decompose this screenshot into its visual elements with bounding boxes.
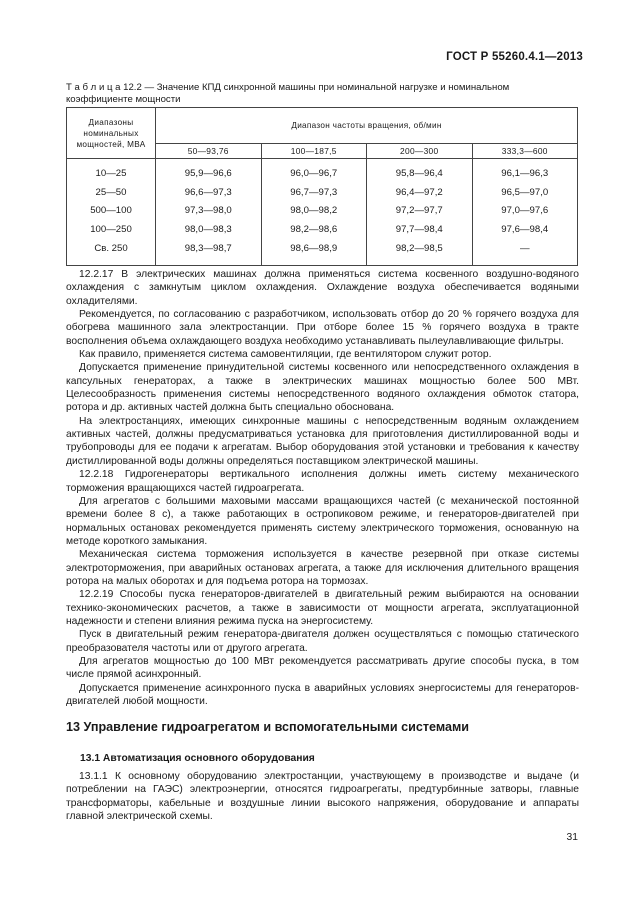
efficiency-cell: 98,2—98,5 xyxy=(367,239,473,266)
efficiency-cell: 97,2—97,7 xyxy=(367,202,473,221)
table-row xyxy=(67,159,578,184)
efficiency-cell: 96,0—96,7 xyxy=(261,159,367,184)
table-row xyxy=(67,202,578,221)
paragraph: Допускается применение асинхронного пуска в аварийных условиях энергосистемы для генераторов-двигателей любой мощности. xyxy=(66,682,579,707)
efficiency-cell: 97,7—98,4 xyxy=(367,220,473,239)
speed-range-header: 50—93,76 xyxy=(156,144,262,159)
paragraph: Для агрегатов мощностью до 100 МВт рекомендуется рассматривать другие способы пуска, в том числе прямой асинхронный. xyxy=(66,655,579,681)
efficiency-cell: 98,0—98,2 xyxy=(261,202,367,221)
page-number: 31 xyxy=(566,832,578,843)
paragraph: 13.1.1 К основному оборудованию электростанции, участвующему в производстве и выдаче (и потреблении на ГАЭС) электроэнергии, относятся гидроагрегаты, предтурбинные затворы, главные трансформаторы, кабельные и воздушные линии высокого напряжения, оборудование и аппараты главной электрической схемы. xyxy=(66,771,579,823)
efficiency-cell: 96,4—97,2 xyxy=(367,183,473,202)
efficiency-cell: 96,1—96,3 xyxy=(472,159,578,184)
power-range-cell: 100—250 xyxy=(67,220,156,239)
efficiency-cell: 98,3—98,7 xyxy=(156,239,262,266)
speed-range-header: 100—187,5 xyxy=(261,144,367,159)
table-caption: Т а б л и ц а 12.2 — Значение КПД синхронной машины при номинальной нагрузке и номинальном коэффициенте мощности xyxy=(66,82,510,105)
column-header-power-range: Диапазоны номинальных мощностей, МВА xyxy=(67,108,156,159)
power-range-cell: 500—100 xyxy=(67,202,156,221)
efficiency-cell: 95,9—96,6 xyxy=(156,159,262,184)
speed-range-header: 200—300 xyxy=(367,144,473,159)
efficiency-cell: 96,6—97,3 xyxy=(156,183,262,202)
paragraph: Как правило, применяется система самовентиляции, где вентилятором служит ротор. xyxy=(79,349,492,361)
efficiency-cell: — xyxy=(472,239,578,266)
paragraph: 12.2.18 Гидрогенераторы вертикального исполнения должны иметь систему механического торможения вращающихся частей гидроагрегата. xyxy=(66,469,579,494)
efficiency-cell: 98,6—98,9 xyxy=(261,239,367,266)
section-title: 13 Управление гидроагрегатом и вспомогательными системами xyxy=(66,720,470,734)
column-header-speed-range: Диапазон частоты вращения, об/мин xyxy=(156,108,578,144)
speed-range-header: 333,3—600 xyxy=(472,144,578,159)
efficiency-cell: 95,8—96,4 xyxy=(367,159,473,184)
paragraph: 12.2.17 В электрических машинах должна применяться система косвенного воздушно-водяного охлаждения с замкнутым циклом охлаждения. Охлаждение воздуха обеспечивается водяными охладителями. xyxy=(66,269,579,307)
paragraph: Допускается применение принудительной системы косвенного или непосредственного охлаждения в капсульных генераторах, а также в электрических машинах мощностью более 500 МВт. Целесообразность применения системы непосредственного водяного охлаждения обмоток статора, ротора и др. активных частей должна быть специально обоснована. xyxy=(66,362,579,414)
efficiency-cell: 96,5—97,0 xyxy=(472,183,578,202)
power-range-cell: 10—25 xyxy=(67,159,156,184)
efficiency-cell: 97,0—97,6 xyxy=(472,202,578,221)
body-text xyxy=(66,268,579,708)
table-row xyxy=(67,239,578,266)
paragraph: Механическая система торможения используется в качестве резервной при отказе системы электроторможения, при аварийных остановах агрегата, а также для исключения длительного вращения ротора на малых оборотах и для подъема ротора на тормозах. xyxy=(66,549,579,587)
paragraph: Рекомендуется, по согласованию с разработчиком, использовать отбор до 20 % горячего воздуха для обогрева машинного зала электростанции. При отборе более 15 % горячего воздуха в тракте восполнения объема охлаждающего воздуха необходимо устанавливать пылеулавливающие фильтры. xyxy=(66,309,579,347)
efficiency-cell: 98,0—98,3 xyxy=(156,220,262,239)
paragraph: На электростанциях, имеющих синхронные машины с непосредственным водяным охлаждением активных частей, должны предусматриваться установка для приготовления дистиллированной воды и трубопроводы для ее подачи к агрегатам. Выбор оборудования этой установки и требования к качеству дистиллированной воды должны определяться поставщиком электрической машины. xyxy=(66,415,579,467)
power-range-cell: 25—50 xyxy=(67,183,156,202)
efficiency-cell: 97,6—98,4 xyxy=(472,220,578,239)
efficiency-table xyxy=(66,107,578,266)
paragraph: 12.2.19 Способы пуска генераторов-двигателей в двигательный режим выбираются на основании технико-экономических расчетов, а также в зависимости от мощности агрегата, эксплуатационной надежности и степени влияния режима пуска на энергосистему. xyxy=(66,589,579,627)
power-range-cell: Св. 250 xyxy=(67,239,156,266)
paragraph: Пуск в двигательный режим генератора-двигателя должен осуществляться с помощью статического преобразователя частоты или от другого агрегата. xyxy=(66,629,579,654)
efficiency-cell: 97,3—98,0 xyxy=(156,202,262,221)
efficiency-cell: 96,7—97,3 xyxy=(261,183,367,202)
efficiency-cell: 98,2—98,6 xyxy=(261,220,367,239)
table-row xyxy=(67,183,578,202)
document-id: ГОСТ Р 55260.4.1—2013 xyxy=(446,51,583,63)
table-row xyxy=(67,220,578,239)
subsection-title: 13.1 Автоматизация основного оборудования xyxy=(80,753,315,764)
paragraph: Для агрегатов с большими маховыми массами вращающихся частей (с механической постоянной времени более 8 с), а также работающих в остропиковом режиме, и генераторов-двигателей при нормальных остановах рекомендуется применять систему электрического торможения, основанную на методе короткого замыкания. xyxy=(66,495,579,547)
